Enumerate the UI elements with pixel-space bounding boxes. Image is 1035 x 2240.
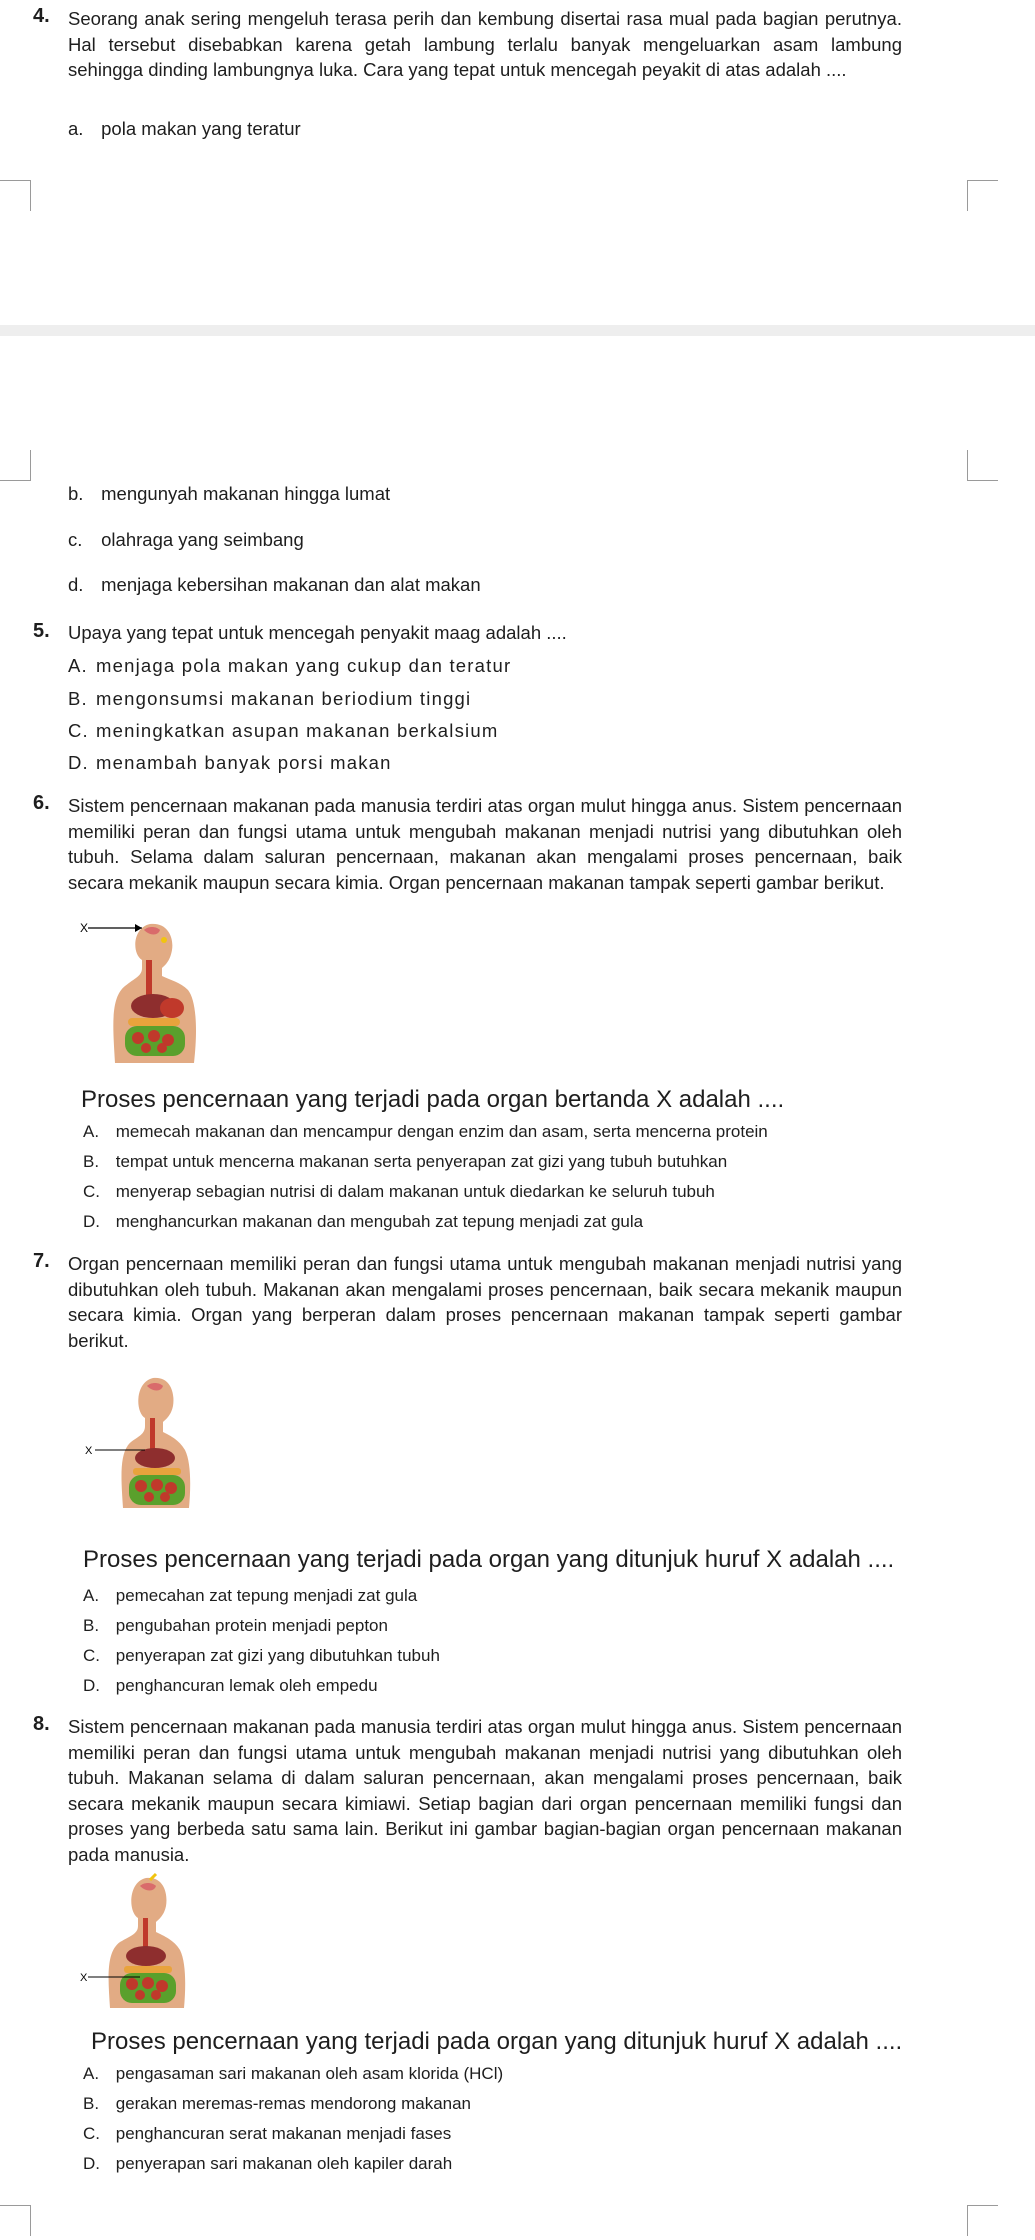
question-6-option-a: [83, 1120, 768, 1144]
question-4-number: 4.: [33, 5, 50, 27]
question-4-option-b: [68, 482, 390, 506]
question-5-option-b: [68, 687, 471, 711]
question-5-text: Upaya yang tepat untuk mencegah penyakit maag adalah ....: [68, 622, 567, 643]
option-letter: C.: [83, 1182, 100, 1201]
digestive-system-figure-3: [80, 1870, 200, 2010]
question-8-option-b: [83, 2092, 471, 2116]
option-text: menjaga kebersihan makanan dan alat makan: [101, 574, 481, 595]
question-7-option-c: [83, 1644, 440, 1668]
option-letter: A.: [83, 1586, 100, 1605]
page-corner-mark-bottom-left: [0, 450, 31, 481]
page-corner-mark-top-left: [0, 180, 31, 211]
option-text: pemecahan zat tepung menjadi zat gula: [115, 1586, 418, 1605]
option-letter: D.: [68, 752, 89, 773]
question-8-text: Sistem pencernaan makanan pada manusia terdiri atas organ mulut hingga anus. Sistem pencernaan memiliki peran dan fungsi utama untuk mengubah makanan menjadi nutrisi yang dibutuhkan oleh tubuh. Makanan selama di dalam saluran pencernaan, akan mengalami proses pencernaan, baik secara mekanik maupun secara kimiawi. Setiap bagian dari organ pencernaan memiliki fungsi dan proses yang berbeda satu sama lain. Berikut ini gambar bagian-bagian organ pencernaan makanan pada manusia.: [68, 1716, 902, 1865]
page-corner-mark-bottom-right: [967, 450, 998, 481]
question-8-option-a: [83, 2062, 503, 2086]
question-5-option-c: [68, 719, 498, 743]
option-text: penghancuran serat makanan menjadi fases: [115, 2124, 452, 2143]
option-text: gerakan meremas-remas mendorong makanan: [115, 2094, 472, 2113]
option-letter: B.: [68, 688, 88, 709]
option-letter: d.: [68, 574, 84, 595]
question-6-number: 6.: [33, 792, 50, 814]
option-letter: A.: [83, 1122, 100, 1141]
question-5-number: 5.: [33, 620, 50, 642]
page-corner-mark-bottom2-left: [0, 2205, 31, 2236]
question-5-option-d: [68, 751, 392, 775]
question-4-text: Seorang anak sering mengeluh terasa perih dan kembung disertai rasa mual pada bagian perutnya. Hal tersebut disebabkan karena getah lambung terlalu banyak mengeluarkan asam lambung sehingga dinding lambungnya luka. Cara yang tepat untuk mencegah peyakit di atas adalah ....: [68, 8, 902, 80]
option-text: memecah makanan dan mencampur dengan enzim dan asam, serta mencerna protein: [115, 1122, 768, 1141]
page-break-gap: [0, 325, 1035, 336]
option-text: mengunyah makanan hingga lumat: [101, 483, 391, 504]
option-letter: A.: [68, 655, 88, 676]
option-text: menjaga pola makan yang cukup dan teratur: [96, 655, 512, 676]
option-text: olahraga yang seimbang: [101, 529, 304, 550]
question-7-option-d: [83, 1674, 378, 1698]
figure-2-label-x: X: [85, 1445, 93, 1457]
option-letter: D.: [83, 2154, 100, 2173]
figure-1-label-x: X: [80, 921, 89, 935]
option-letter: D.: [83, 1676, 100, 1695]
option-letter: b.: [68, 483, 84, 504]
page-corner-mark-bottom2-right: [967, 2205, 998, 2236]
question-5-option-a: [68, 654, 511, 678]
option-text: penyerapan sari makanan oleh kapiler darah: [115, 2154, 453, 2173]
option-letter: B.: [83, 2094, 100, 2113]
question-7-option-b: [83, 1614, 388, 1638]
option-text: menambah banyak porsi makan: [96, 752, 392, 773]
digestive-system-figure-1: [80, 918, 220, 1066]
question-6-option-b: [83, 1150, 727, 1174]
question-7-option-a: [83, 1584, 417, 1608]
question-8-prompt: Proses pencernaan yang terjadi pada organ yang ditunjuk huruf X adalah ....: [91, 2028, 903, 2055]
option-letter: c.: [68, 529, 83, 550]
page-corner-mark-top-right: [967, 180, 998, 211]
option-text: pengubahan protein menjadi pepton: [115, 1616, 388, 1635]
figure-3-label-x: X: [80, 1972, 88, 1984]
option-letter: a.: [68, 118, 84, 139]
question-7-prompt: Proses pencernaan yang terjadi pada organ yang ditunjuk huruf X adalah ....: [83, 1546, 895, 1573]
option-text: meningkatkan asupan makanan berkalsium: [96, 720, 499, 741]
option-letter: B.: [83, 1616, 100, 1635]
question-6-prompt: Proses pencernaan yang terjadi pada organ bertanda X adalah ....: [81, 1086, 785, 1113]
question-8-option-d: [83, 2152, 452, 2176]
question-7-text: Organ pencernaan memiliki peran dan fungsi utama untuk mengubah makanan menjadi nutrisi yang dibutuhkan oleh tubuh. Makanan akan mengalami proses pencernaan, baik secara mekanik maupun secara kimia. Organ yang berperan dalam proses pencernaan makanan tampak seperti gambar berikut.: [68, 1253, 902, 1351]
option-text: penyerapan zat gizi yang dibutuhkan tubuh: [115, 1646, 440, 1665]
question-6-text: Sistem pencernaan makanan pada manusia terdiri atas organ mulut hingga anus. Sistem pencernaan memiliki peran dan fungsi utama untuk mengubah makanan menjadi nutrisi yang dibutuhkan oleh tubuh. Selama dalam saluran pencernaan, makanan akan mengalami proses pencernaan, baik secara mekanik maupun secara kimia. Organ pencernaan makanan tampak seperti gambar berikut.: [68, 795, 902, 893]
option-text: pola makan yang teratur: [101, 118, 301, 139]
option-letter: A.: [83, 2064, 100, 2083]
option-text: tempat untuk mencerna makanan serta penyerapan zat gizi yang tubuh butuhkan: [115, 1152, 728, 1171]
option-text: penghancuran lemak oleh empedu: [115, 1676, 378, 1695]
question-6-option-c: [83, 1180, 715, 1204]
option-letter: D.: [83, 1212, 100, 1231]
option-letter: C.: [68, 720, 89, 741]
question-8-option-c: [83, 2122, 451, 2146]
question-4-option-a: [68, 117, 301, 141]
option-letter: C.: [83, 2124, 100, 2143]
option-letter: B.: [83, 1152, 100, 1171]
option-text: menghancurkan makanan dan mengubah zat tepung menjadi zat gula: [115, 1212, 644, 1231]
option-text: pengasaman sari makanan oleh asam klorida (HCl): [115, 2064, 504, 2083]
question-7-number: 7.: [33, 1250, 50, 1272]
option-letter: C.: [83, 1646, 100, 1665]
question-4-option-c: [68, 528, 304, 552]
option-text: mengonsumsi makanan beriodium tinggi: [96, 688, 472, 709]
question-6-option-d: [83, 1210, 643, 1234]
digestive-system-figure-2: [85, 1370, 205, 1510]
question-4-option-d: [68, 573, 481, 597]
question-8-number: 8.: [33, 1713, 50, 1735]
option-text: menyerap sebagian nutrisi di dalam makanan untuk diedarkan ke seluruh tubuh: [115, 1182, 715, 1201]
